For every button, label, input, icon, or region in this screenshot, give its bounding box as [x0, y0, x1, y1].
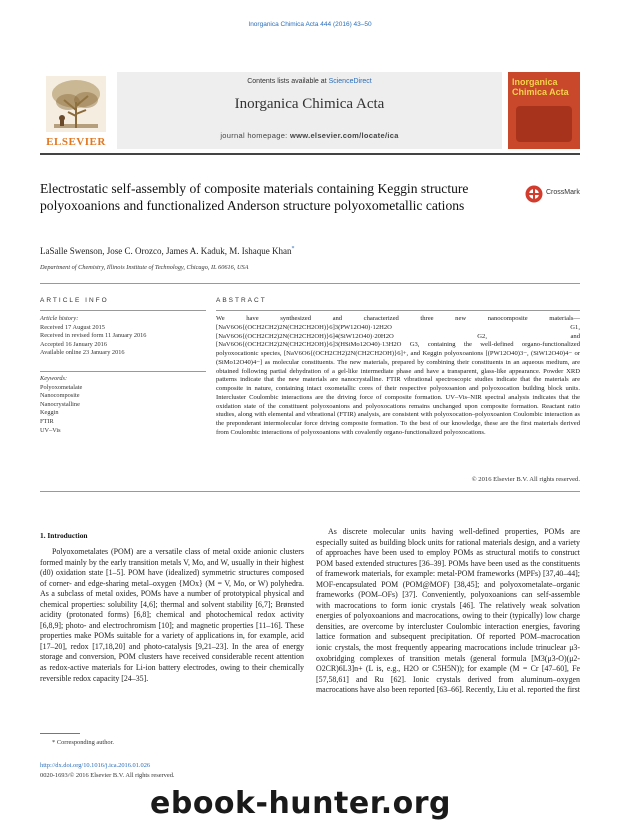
- elsevier-logo: [40, 72, 112, 149]
- abstract-rule: [216, 310, 580, 311]
- watermark-text: ebook-hunter.org: [150, 786, 451, 821]
- crossmark-label: CrossMark: [546, 189, 580, 196]
- section-rule: [40, 283, 580, 284]
- sciencedirect-link[interactable]: ScienceDirect: [328, 78, 372, 85]
- crossmark-icon: [525, 185, 543, 203]
- elsevier-tree-icon: [40, 72, 112, 149]
- section-rule: [40, 491, 580, 492]
- corresponding-author-footnote: [52, 739, 114, 746]
- keywords-rule: [40, 371, 206, 372]
- keywords: [40, 375, 206, 435]
- keyword-item: Polyoxometalate: [40, 383, 83, 391]
- author-list: [40, 246, 560, 256]
- svg-text:ELSEVIER: ELSEVIER: [46, 136, 106, 148]
- journal-cover-image: [508, 72, 580, 149]
- abstract-text: We have synthesized and characterized three new nanocomposite materials—[NaV6O6{(OCH2CH2)2N(CH2CH2OH)}6]3(PW12O40)·12H2O G1, [NaV6O6{(OCH2CH2)2N(CH2CH2OH)}6]4(SiW12O40)·20H2O G2, and [NaV6O6{(OCH2CH2)2N(CH2CH2OH)}6]3(HSiMo12O40)·13H2O G3, containing the well-defined organo-functionalized polyoxocationic species, [NaV6O6{(OCH2CH2)2N(CH2CH2OH)}6]+, and Keggin polyoxoanions [(PW12O40)3−, (SiW12O40)4− or (SiMo12O40)4−] as molecular constituents. The new materials, prepared by combining their constituents in an aqueous medium, are obtained following partial dehydration of a gel-like intermediate phase and have a transparent, glass-like appearance. Powder XRD patterns indicate that the new materials are nanocrystalline. FTIR vibrational spectroscopic studies indicate that the materials are composite in nature, containing intact oxometallic cores of their respective polyoxoanion and polyoxocation building block units. Intercluster Coulombic interactions are the driving force of composite formation. UV–Vis–NIR spectral analysis indicates that the oxidation state of the constituent polyoxoanions and polyoxocations remains unchanged upon composite formation. Reactant ratio studies, along with elemental and vibrational (FTIR) analysis, are consistent with polyoxocation–polyoxoanion Coulombic interaction as the preponderant intermolecular force driving composite formation. To the best of our knowledge, these are the first materials derived from Coulombic interactions of polyoxoanions with covalently organo-functionalized polyoxocations.: [216, 315, 580, 436]
- authors-text: LaSalle Swenson, Jose C. Orozco, James A. Kaduk, M. Ishaque Khan: [40, 246, 292, 256]
- abstract-heading: ABSTRACT: [216, 297, 267, 304]
- body-column-left: [40, 547, 304, 684]
- history-received: Received 17 August 2015: [40, 323, 105, 331]
- article-info-heading: ARTICLE INFO: [40, 297, 109, 304]
- contents-line: [117, 78, 502, 85]
- keyword-item: Nanocrystalline: [40, 400, 80, 408]
- contents-prefix: Contents lists available at: [247, 78, 329, 85]
- footnote-text: Corresponding author.: [56, 739, 114, 746]
- history-revised: Received in revised form 11 January 2016: [40, 332, 147, 340]
- intro-paragraph-2: As discrete molecular units having well-defined properties, POMs are especially suited as building block units for rational materials design, and a variety of approaches have been used to employ POMs as structural motifs to construct POM based extended structures [36–39]. POMs have been used as the constituents of framework materials, for example: metal-POM frameworks (MPFs) [37,40–44]; MOF-encapsulated POM (POM@MOF) [38,45]; and polyoxometalate–organic frameworks (POM–OFs) [37]. Conveniently, polyoxoanions can self-assemble with macrocations to form ionic crystals [46]. The relatively weak solvation energies of polyoxoanions and macrocations, owing to their (typically) low charge densities, are overcome by intercluster Coulombic interaction energies, favoring lattice formation and subsequent precipitation. Of reported POM–macrocation ionic crystals, the most frequently appearing macrocations include trinuclear μ3-oxobridging complexes of transition metals (general formula [M3(μ3-O)(μ2-O2CR)6L3]n+ (L is, e.g., H2O or C5H5N)); for example (M = Cr [47–60], Fe [57,58,61] and Ru [62]. Ionic crystals derived from aluminum–oxygen macrocations have also been reported [63–66]. Recently, Liu et al. reported the first: [316, 527, 580, 695]
- affiliation: Department of Chemistry, Illinois Institute of Technology, Chicago, IL 60616, USA: [40, 264, 249, 271]
- corresponding-author-mark[interactable]: *: [291, 246, 295, 252]
- introduction-heading: 1. Introduction: [40, 531, 88, 540]
- cover-artwork: [516, 106, 572, 142]
- history-online: Available online 23 January 2016: [40, 349, 125, 357]
- article-history: [40, 315, 206, 358]
- keyword-item: FTIR: [40, 417, 54, 425]
- header-rule: [40, 153, 580, 155]
- keyword-item: UV–Vis: [40, 426, 61, 434]
- keywords-label: Keywords:: [40, 375, 68, 382]
- footnote-mark: *: [52, 739, 56, 746]
- doi-link[interactable]: http://dx.doi.org/10.1016/j.ica.2016.01.026: [40, 762, 151, 769]
- homepage-prefix: journal homepage:: [220, 131, 290, 140]
- body-column-right: [316, 527, 580, 696]
- cover-title: Inorganica Chimica Acta: [512, 77, 569, 97]
- journal-reference[interactable]: Inorganica Chimica Acta 444 (2016) 43–50: [248, 21, 372, 28]
- article-info-rule: [40, 310, 206, 311]
- intro-paragraph-1: Polyoxometalates (POM) are a versatile class of metal oxide anionic clusters formed mainly by the early transition metals V, Mo, and W, usually in their highest (d0) oxidation state [1–5]. POM have (idealized) symmetric structures composed of corner- and edge-sharing metal–oxygen {MOx} (M = V, Mo, or W) polyhedra. As a subclass of metal oxides, POMs have a number of prototypical physical and chemical properties: solubility [4,6]; thermal and solvent stability [6,7]; Brønsted acidity (protonated forms) [6,8]; chemical and photochemical redox activity [6,8,9]; photo- and electrochromism [10]; and magnetic properties [11–16]. These properties make POMs suitable for a variety of applications in, for example, acid [17–20], redox [17,18,20] and photo-catalysis [9,21–23]. In the area of energy storage and conversion, POM clusters have received considerable recent attention as redox-active materials for Li-ion battery electrodes, owing to their chemically reversible redox capacity [24–35].: [40, 547, 304, 683]
- journal-homepage: [117, 131, 502, 140]
- keyword-item: Nanocomposite: [40, 392, 80, 400]
- abstract-copyright: © 2016 Elsevier B.V. All rights reserved.: [471, 476, 580, 483]
- issn-line: 0020-1693/© 2016 Elsevier B.V. All rights reserved.: [40, 772, 175, 779]
- journal-title: Inorganica Chimica Acta: [234, 96, 385, 112]
- homepage-link[interactable]: www.elsevier.com/locate/ica: [289, 131, 399, 140]
- keyword-item: Keggin: [40, 409, 59, 417]
- history-label: Article history:: [40, 315, 79, 322]
- footnote-rule: [40, 733, 80, 734]
- history-accepted: Accepted 16 January 2016: [40, 340, 107, 348]
- article-title: Electrostatic self-assembly of composite materials containing Keggin structure polyoxoanions and functionalized Anderson structure polyoxometallic cations: [40, 181, 469, 213]
- crossmark-badge[interactable]: [525, 185, 585, 203]
- watermark: [150, 786, 620, 827]
